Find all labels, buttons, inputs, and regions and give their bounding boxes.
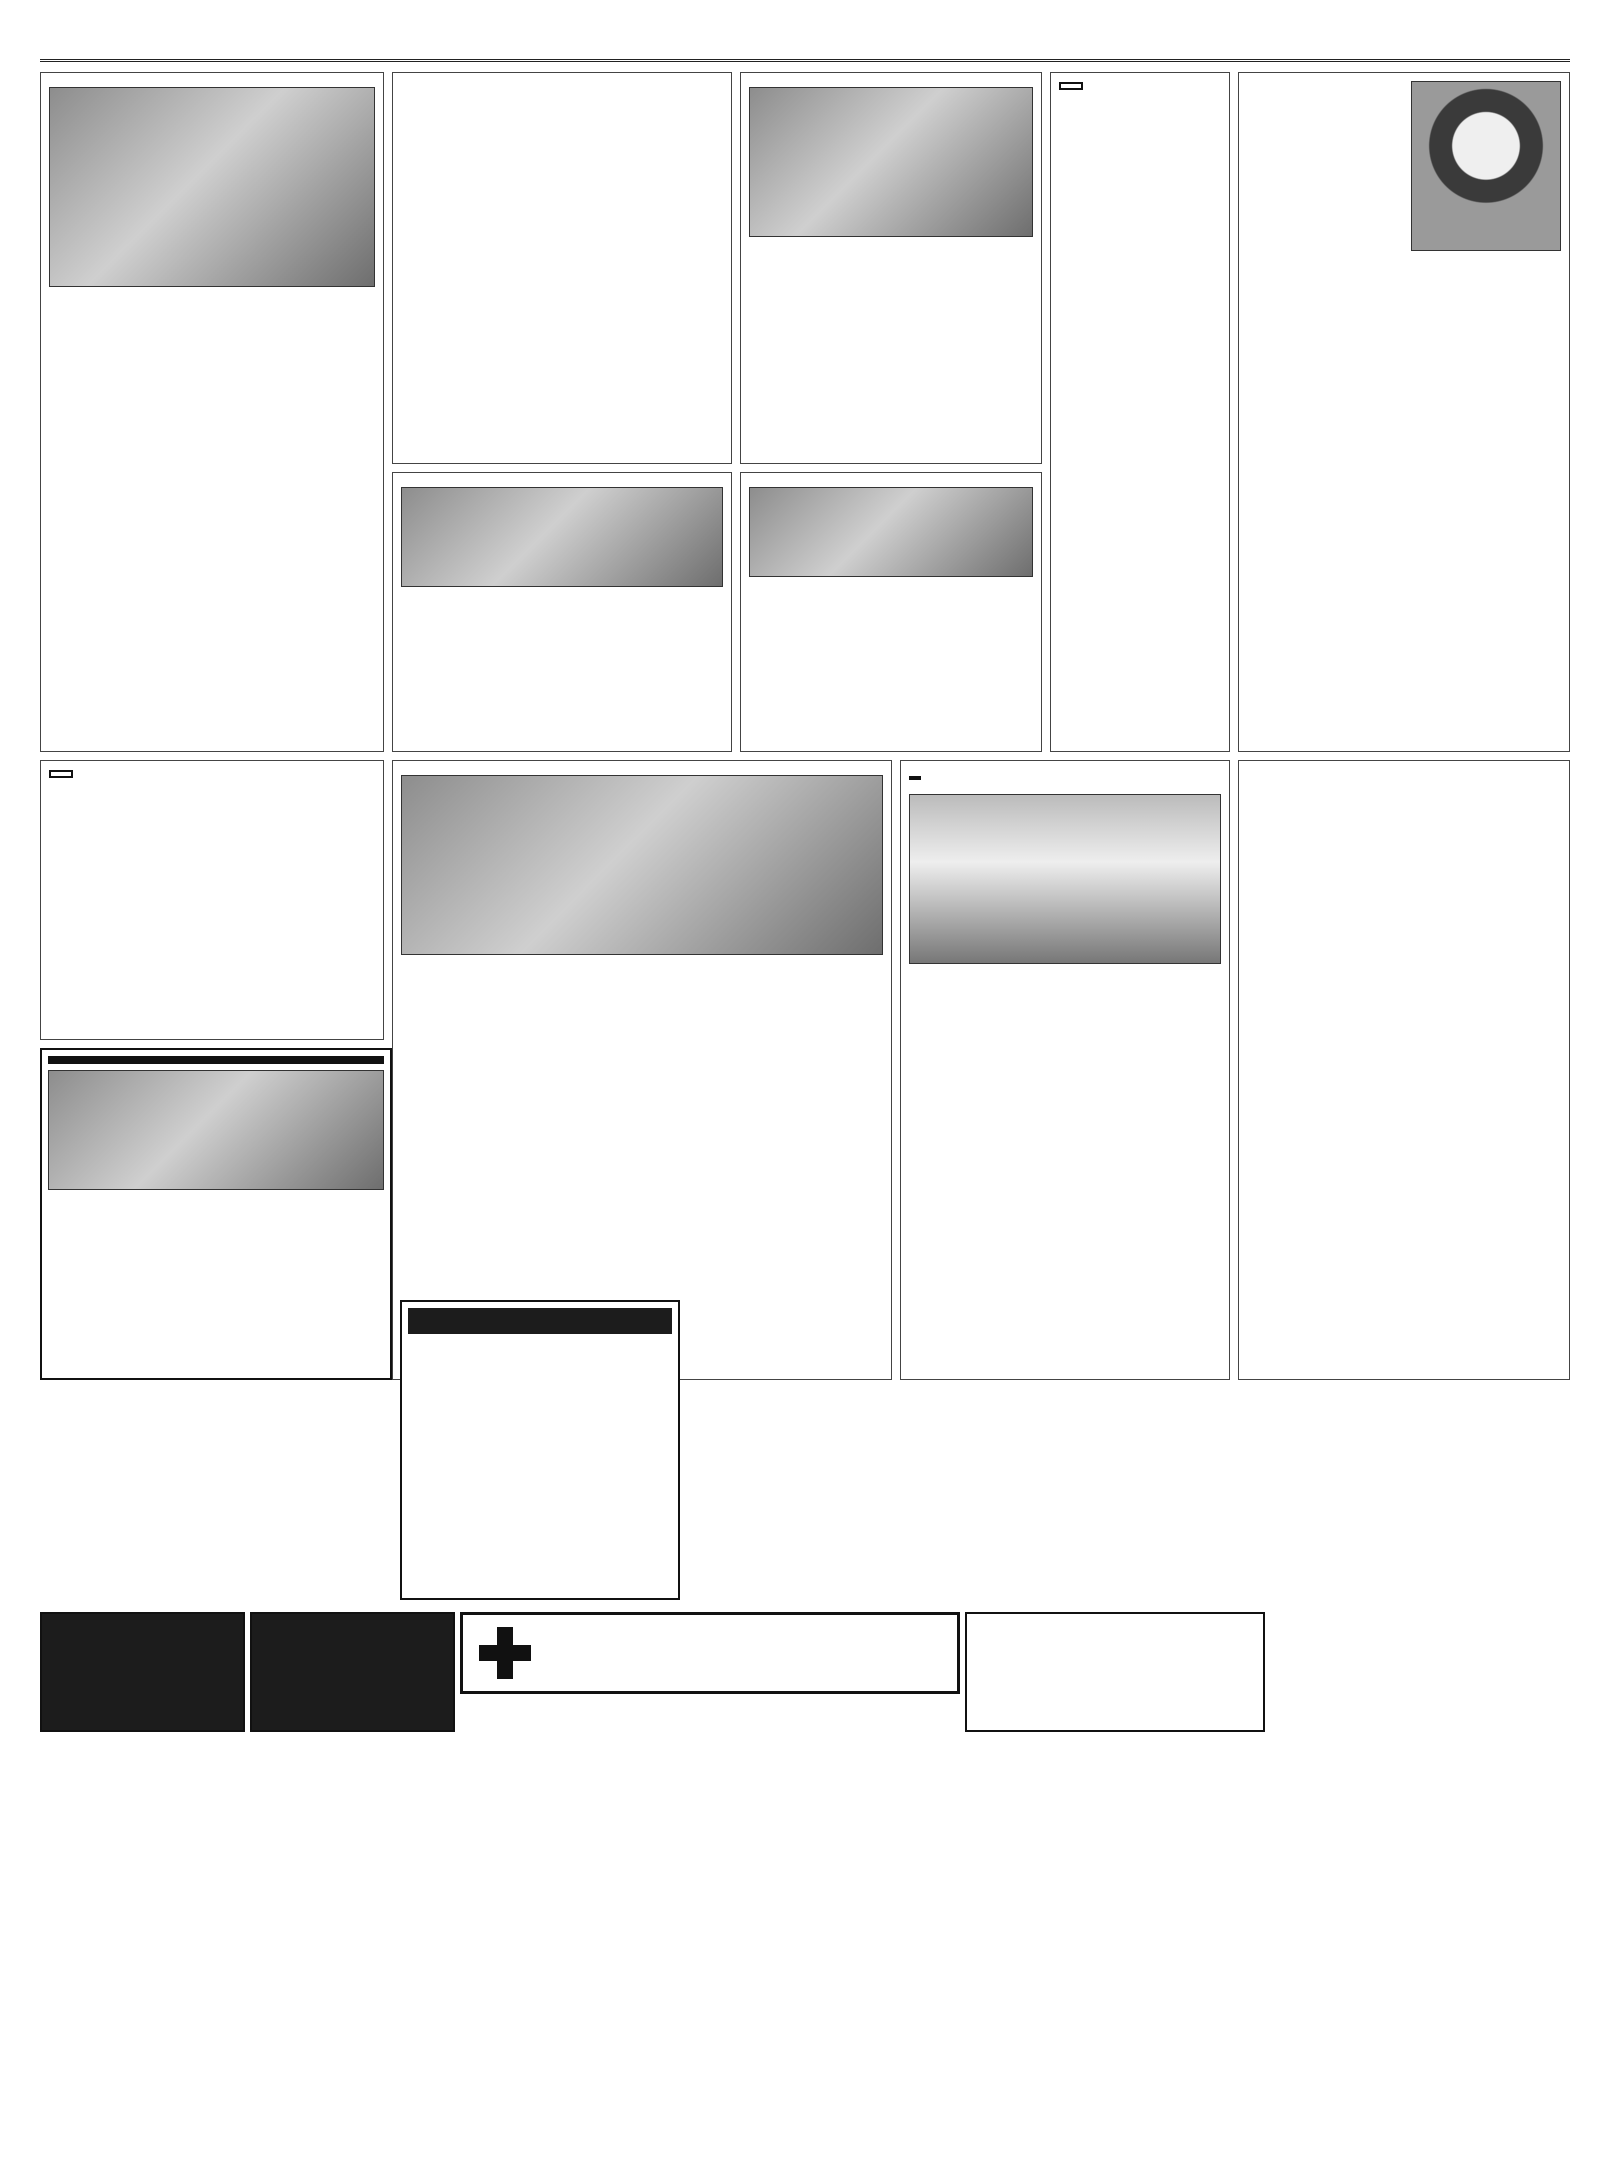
nuclear-article: [392, 72, 732, 464]
memory-article: [1238, 72, 1570, 752]
bestseller-title: [408, 1308, 672, 1334]
hospital-banner: [460, 1612, 960, 1694]
ad-title: [48, 1056, 384, 1064]
holiday-clinic-ad: [965, 1612, 1265, 1732]
market-photo: [749, 87, 1033, 237]
emergency-ad-2: [250, 1612, 455, 1732]
kimono-photo: [48, 1070, 384, 1190]
tomato-photo: [749, 487, 1033, 577]
volunteer-article: [1238, 760, 1570, 1380]
war-article: [392, 472, 732, 752]
medical-cross-icon: [475, 1623, 535, 1683]
onna-column: [40, 760, 384, 1040]
tomato-article: [740, 472, 1042, 752]
welfare-article: [40, 72, 384, 752]
bestseller-box: [400, 1300, 680, 1600]
lily-photo: [909, 794, 1221, 964]
emergency-ad-1: [40, 1612, 245, 1732]
page-header: [40, 28, 1570, 62]
column-badge: [49, 770, 73, 778]
column-badge: [1059, 82, 1083, 90]
author-portrait: [1411, 81, 1561, 251]
column-hibi: [1050, 72, 1230, 752]
war-photo: [401, 487, 723, 587]
market-article: [740, 72, 1042, 464]
welfare-photo: [49, 87, 375, 287]
drama-article: [392, 760, 892, 1380]
lily-article: [900, 760, 1230, 1380]
article-tag: [909, 776, 921, 780]
drama-photo: [401, 775, 883, 955]
furisode-ad: [40, 1048, 392, 1380]
